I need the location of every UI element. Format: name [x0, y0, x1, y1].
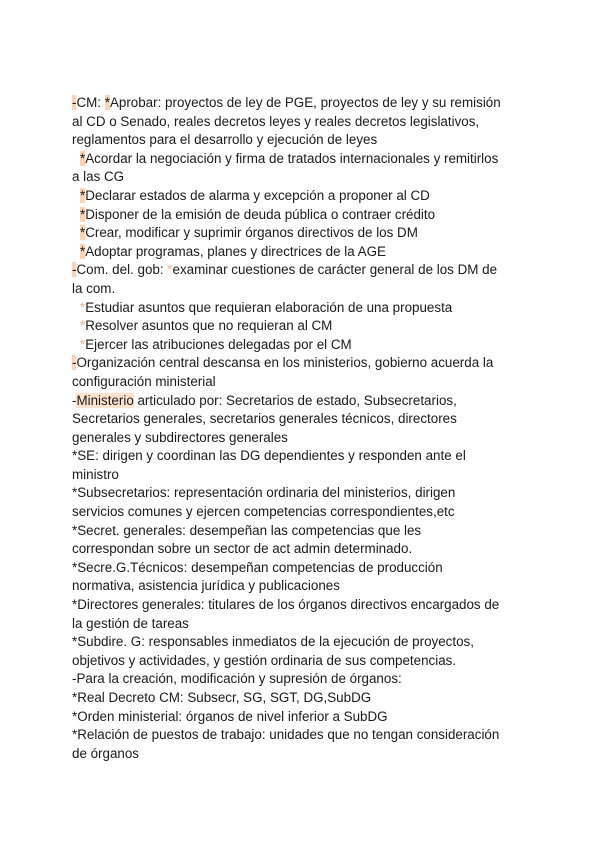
highlight-mark: * [80, 187, 86, 203]
text-line: al CD o Senado, reales decretos leyes y reales decretos legislativos, [72, 113, 480, 129]
highlight-mark: * [80, 225, 86, 241]
text-line: *Estudiar asuntos que requieran elaboración de una propuesta [80, 299, 453, 315]
text-line: -Organización central descansa en los ministerios, gobierno acuerda la [72, 355, 494, 371]
text-line: *Subdire. G: responsables inmediatos de la ejecución de proyectos, [72, 634, 474, 650]
text-line: generales y subdirectores generales [72, 429, 288, 445]
text-line: *Resolver asuntos que no requieran al CM [80, 318, 333, 334]
text-line: a las CG [72, 169, 125, 185]
text-line: *Secre.G.Técnicos: desempeñan competencias de producción [72, 559, 443, 575]
text-line: *Ejercer las atribuciones delegadas por el CM [80, 336, 352, 352]
text-line: *Adoptar programas, planes y directrices de la AGE [80, 243, 386, 259]
text-line: *Acordar la negociación y firma de tratados internacionales y remitirlos [80, 150, 499, 166]
text-line: configuración ministerial [72, 373, 216, 389]
text-line: -Para la creación, modificación y supresión de órganos: [72, 671, 402, 687]
text-line: *Crear, modificar y suprimir órganos directivos de los DM [80, 225, 418, 241]
text-line: ministro [72, 466, 119, 482]
text-line: -CM: *Aprobar: proyectos de ley de PGE, proyectos de ley y su remisión [72, 95, 501, 110]
text-line: *Real Decreto CM: Subsecr, SG, SGT, DG,SubDG [72, 690, 372, 705]
text-line: la com. [72, 280, 116, 296]
text-line: correspondan sobre un sector de act admin determinado. [72, 541, 413, 557]
highlight-mark: * [80, 318, 86, 334]
text-line: *Declarar estados de alarma y excepción a proponer al CD [80, 187, 430, 203]
text-line: Secretarios generales, secretarios generales técnicos, directores [72, 411, 457, 427]
text-line: *Orden ministerial: órganos de nivel inferior a SubDG [72, 708, 388, 724]
highlight-mark: * [80, 150, 86, 166]
highlight-mark: * [80, 243, 86, 259]
highlight-mark: * [167, 262, 173, 278]
highlight-mark: * [80, 206, 86, 222]
text-line: *Disponer de la emisión de deuda pública o contraer crédito [80, 206, 436, 222]
text-line: -Ministerio articulado por: Secretarios de estado, Subsecretarios, [72, 392, 457, 408]
text-line: de órganos [72, 745, 140, 761]
text-line: normativa, asistencia jurídica y publicaciones [72, 578, 340, 594]
highlight-mark: - [72, 95, 77, 110]
highlight-mark: * [80, 299, 86, 315]
highlight-mark: * [80, 336, 86, 352]
highlight-mark: - [72, 355, 77, 371]
text-line: servicios comunes y ejercen competencias correspondientes,etc [72, 504, 455, 520]
text-line: *SE: dirigen y coordinan las DG dependientes y responden ante el [72, 448, 466, 464]
notes-text [72, 94, 532, 763]
text-line: -Com. del. gob: *examinar cuestiones de carácter general de los DM de [72, 262, 498, 278]
text-line: *Directores generales: titulares de los órganos directivos encargados de [72, 597, 500, 613]
text-line: reglamentos para el desarrollo y ejecución de leyes [72, 132, 378, 148]
highlighted-word: Ministerio [76, 392, 134, 408]
highlight-mark: - [72, 262, 77, 278]
text-line: objetivos y actividades, y gestión ordinaria de sus competencias. [72, 652, 457, 668]
highlight-mark: * [104, 95, 110, 110]
text-line: *Secret. generales: desempeñan las competencias que les [72, 522, 422, 538]
text-line: *Subsecretarios: representación ordinaria del ministerios, dirigen [72, 485, 456, 501]
text-line: *Relación de puestos de trabajo: unidades que no tengan consideración [72, 727, 500, 743]
text-line: la gestión de tareas [72, 615, 189, 631]
